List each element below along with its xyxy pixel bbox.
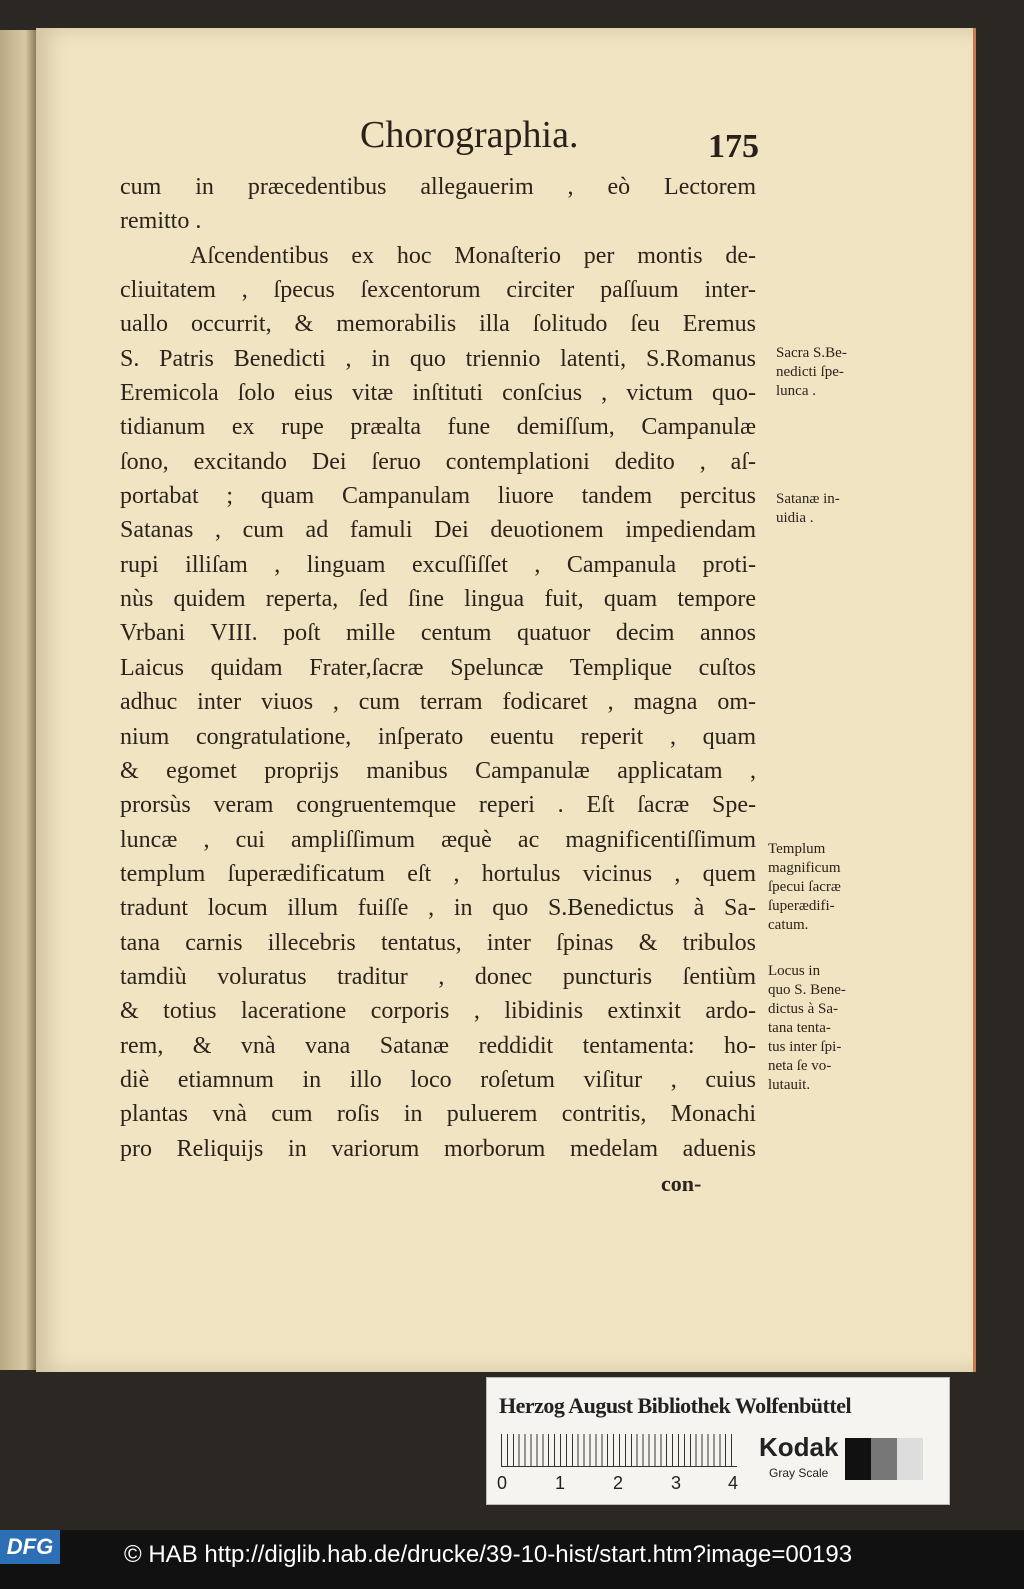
gray-scale-label: Gray Scale	[769, 1466, 829, 1480]
text-line: remitto .	[120, 208, 202, 235]
kodak-logo: Kodak	[759, 1432, 839, 1462]
margin-note-line: ſpecui ſacræ	[768, 879, 841, 895]
gray-patch-light	[897, 1438, 923, 1480]
margin-note-4	[768, 962, 846, 1095]
text-line: tana carnis illecebris tentatus, inter ſpinas & tribulos	[120, 929, 756, 956]
text-line: nium congratulatione, inſperato euentu reperit , quam	[120, 723, 756, 750]
text-line: portabat ; quam Campanulam liuore tandem percitus	[120, 483, 756, 510]
margin-note-line: uidia .	[776, 510, 814, 526]
text-line: Aſcendentibus ex hoc Monaſterio per montis de-	[190, 242, 756, 269]
text-line: Vrbani VIII. poſt mille centum quatuor decim annos	[120, 620, 756, 647]
margin-note-line: ſuperædifi-	[768, 898, 835, 914]
text-line: Eremicola ſolo eius vitæ inſtituti conſcius , victum quo-	[120, 380, 756, 407]
text-line: rem, & vnà vana Satanæ reddidit tentamenta: ho-	[120, 1032, 756, 1059]
text-line: & egomet proprijs manibus Campanulæ applicatam ,	[120, 757, 756, 784]
text-line: plantas vnà cum roſis in puluerem contritis, Monachi	[120, 1101, 756, 1128]
margin-note-line: Sacra S.Be-	[776, 345, 847, 361]
running-head: Chorographia.	[360, 114, 579, 156]
text-line: pro Reliquijs in variorum morborum medelam aduenis	[120, 1135, 756, 1162]
margin-note-line: nedicti ſpe-	[776, 364, 844, 380]
scale-number: 1	[555, 1473, 566, 1493]
margin-note-2	[776, 490, 840, 528]
catchword: con-	[661, 1171, 702, 1196]
text-line: templum ſuperædificatum eſt , hortulus vicinus , quem	[120, 860, 756, 887]
text-line: diè etiamnum in illo loco roſetum viſitur , cuius	[120, 1066, 756, 1093]
scale-number: 4	[728, 1473, 739, 1493]
ruler-scale	[501, 1434, 737, 1467]
text-line: tradunt locum illum fuiſſe , in quo S.Benedictus à Sa-	[120, 895, 756, 922]
text-line: cum in præcedentibus allegauerim , eò Lectorem	[120, 174, 756, 200]
page-number: 175	[708, 128, 759, 165]
margin-note-line: lutauit.	[768, 1077, 811, 1093]
facing-page-edge	[0, 30, 36, 1370]
margin-note-line: dictus à Sa-	[768, 1001, 838, 1017]
margin-note-line: Locus in	[768, 963, 821, 979]
text-line: tidianum ex rupe præalta fune demiſſum, Campanulæ	[120, 414, 756, 441]
margin-note-line: neta ſe vo-	[768, 1058, 832, 1074]
margin-note-line: tana tenta-	[768, 1020, 831, 1036]
text-line: cliuitatem , ſpecus ſexcentorum circiter paſſuum inter-	[120, 277, 756, 304]
margin-note-line: catum.	[768, 917, 809, 933]
scale-number: 3	[671, 1473, 682, 1493]
text-line: ſono, excitando Dei ſeruo contemplationi dedito , aſ-	[120, 448, 756, 475]
margin-note-1	[776, 344, 847, 401]
body-text	[120, 170, 756, 1166]
margin-note-line: Templum	[768, 841, 826, 857]
text-line: uallo occurrit, & memorabilis illa ſolitudo ſeu Eremus	[120, 311, 756, 338]
book-page	[36, 28, 976, 1372]
text-line: prorsùs veram congruentemque reperi . Eſt ſacræ Spe-	[120, 792, 756, 819]
text-line: & totius laceratione corporis , libidinis extinxit ardo-	[120, 998, 756, 1025]
color-calibration-card	[486, 1377, 950, 1505]
text-line: Laicus quidam Frater,ſacræ Speluncæ Templique cuſtos	[120, 654, 756, 681]
text-line: S. Patris Benedicti , in quo triennio latenti, S.Romanus	[120, 345, 756, 372]
margin-note-3	[768, 840, 841, 935]
text-line: luncæ , cui ampliſſimum æquè ac magnificentiſſimum	[120, 826, 756, 853]
scale-number: 0	[497, 1473, 508, 1493]
text-line: Satanas , cum ad famuli Dei deuotionem impediendam	[120, 517, 756, 544]
margin-note-line: Satanæ in-	[776, 491, 840, 507]
text-line: rupi illiſam , linguam excuſſiſſet , Campanula proti-	[120, 551, 756, 578]
dfg-logo: DFG	[0, 1530, 60, 1564]
scale-number: 2	[613, 1473, 624, 1493]
text-line: nùs quidem reperta, ſed ſine lingua fuit, quam tempore	[120, 586, 756, 613]
gray-patch-mid	[871, 1438, 897, 1480]
margin-note-line: magnificum	[768, 860, 841, 876]
text-line: tamdiù voluratus traditur , donec puncturis ſentiùm	[120, 963, 756, 990]
footer-bar	[0, 1530, 1024, 1589]
margin-note-line: quo S. Bene-	[768, 982, 846, 998]
copyright-link[interactable]: © HAB http://diglib.hab.de/drucke/39-10-hist/start.htm?image=00193	[124, 1541, 853, 1568]
margin-note-line: tus inter ſpi-	[768, 1039, 842, 1055]
gray-patch-black	[845, 1438, 871, 1480]
text-line: adhuc inter viuos , cum terram fodicaret , magna om-	[120, 689, 756, 716]
library-name: Herzog August Bibliothek Wolfenbüttel	[499, 1393, 852, 1418]
margin-note-line: lunca .	[776, 383, 816, 399]
